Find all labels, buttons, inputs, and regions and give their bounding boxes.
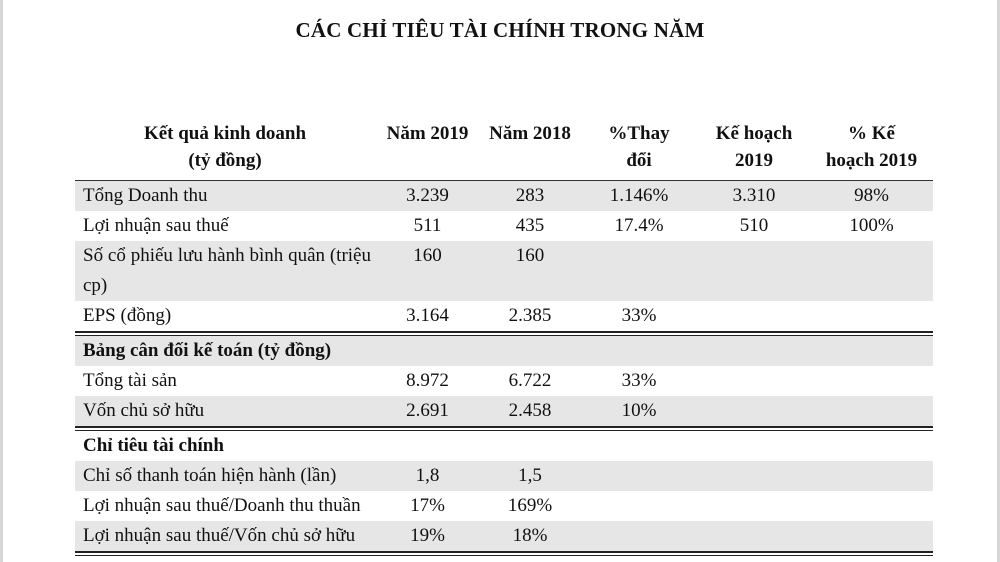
table-row xyxy=(75,241,933,301)
table-row xyxy=(75,211,933,241)
row-label: Lợi nhuận sau thuế/Vốn chủ sở hữu xyxy=(83,525,356,546)
cell-plan-pct: 100% xyxy=(849,215,894,236)
header-plan-pct xyxy=(810,116,933,180)
cell-plan-pct xyxy=(810,241,933,301)
cell-2018: 160 xyxy=(515,245,545,266)
cell-2018: 6.722 xyxy=(508,370,552,391)
header-plan-pct-line1: % Kế xyxy=(848,123,895,144)
table-row xyxy=(75,461,933,491)
section-heading xyxy=(75,336,933,366)
header-label: Kết quả kinh doanh xyxy=(143,123,307,144)
cell-2018: 18% xyxy=(512,525,548,546)
header-year-2018: Năm 2018 xyxy=(489,123,571,144)
cell-2019: 17% xyxy=(410,495,445,516)
left-border xyxy=(0,0,3,562)
cell-2018: 2.458 xyxy=(508,400,552,421)
table-header xyxy=(75,116,933,180)
row-label: Lợi nhuận sau thuế xyxy=(83,215,229,236)
header-unit: (tỷ đồng) xyxy=(188,150,262,171)
cell-plan-pct xyxy=(810,301,933,331)
cell-2018: 283 xyxy=(515,185,545,206)
header-plan xyxy=(698,116,810,180)
cell-2019: 1,8 xyxy=(415,465,440,486)
table-row xyxy=(75,301,933,331)
cell-2018: 169% xyxy=(507,495,553,516)
cell-2019: 160 xyxy=(413,245,442,266)
cell-2018: 435 xyxy=(515,215,545,236)
row-label: Vốn chủ sở hữu xyxy=(83,400,205,421)
header-year-2019: Năm 2019 xyxy=(386,123,469,144)
financial-table xyxy=(75,116,933,556)
cell-2018: 2.385 xyxy=(508,305,552,326)
cell-change: 17.4% xyxy=(614,215,664,236)
cell-2019: 3.164 xyxy=(406,305,449,326)
row-label: Tổng tài sản xyxy=(83,370,177,391)
header-change-line2: đổi xyxy=(626,150,652,171)
row-label: Chỉ số thanh toán hiện hành (lần) xyxy=(83,465,337,486)
cell-2019: 19% xyxy=(410,525,445,546)
row-label: Lợi nhuận sau thuế/Doanh thu thuần xyxy=(83,495,361,516)
cell-plan xyxy=(698,241,810,301)
table-row xyxy=(75,521,933,551)
header-plan-line2: 2019 xyxy=(735,150,773,171)
header-business-results xyxy=(75,116,375,180)
page-title: CÁC CHỈ TIÊU TÀI CHÍNH TRONG NĂM xyxy=(295,18,705,42)
table-row xyxy=(75,366,933,396)
table-row xyxy=(75,491,933,521)
table-row xyxy=(75,181,933,211)
cell-2018: 1,5 xyxy=(518,465,542,486)
cell-2019: 3.239 xyxy=(406,185,449,206)
cell-plan: 510 xyxy=(739,215,769,236)
cell-change: 10% xyxy=(621,400,657,421)
section-title-financial-ratios: Chỉ tiêu tài chính xyxy=(83,435,224,456)
header-plan-line1: Kế hoạch xyxy=(715,123,793,144)
cell-change: 1.146% xyxy=(609,185,669,206)
cell-2019: 8.972 xyxy=(406,370,449,391)
cell-plan: 3.310 xyxy=(732,185,776,206)
cell-plan-pct: 98% xyxy=(854,185,889,206)
cell-plan xyxy=(698,301,810,331)
row-label: EPS (đồng) xyxy=(83,305,172,326)
row-label: Tổng Doanh thu xyxy=(83,185,208,206)
table-bottom-rule xyxy=(75,551,933,556)
cell-change: 33% xyxy=(621,305,657,326)
cell-2019: 511 xyxy=(413,215,442,236)
table-row xyxy=(75,396,933,426)
section-heading xyxy=(75,431,933,461)
cell-change: 33% xyxy=(621,370,657,391)
header-change-line1: %Thay xyxy=(608,123,670,144)
cell-change xyxy=(580,241,698,301)
header-plan-pct-line2: hoạch 2019 xyxy=(825,150,918,171)
row-label: Số cổ phiếu lưu hành bình quân (triệu cp) xyxy=(83,245,371,296)
section-title-balance-sheet: Bảng cân đối kế toán (tỷ đồng) xyxy=(83,340,332,361)
header-change xyxy=(580,116,698,180)
cell-2019: 2.691 xyxy=(406,400,449,421)
